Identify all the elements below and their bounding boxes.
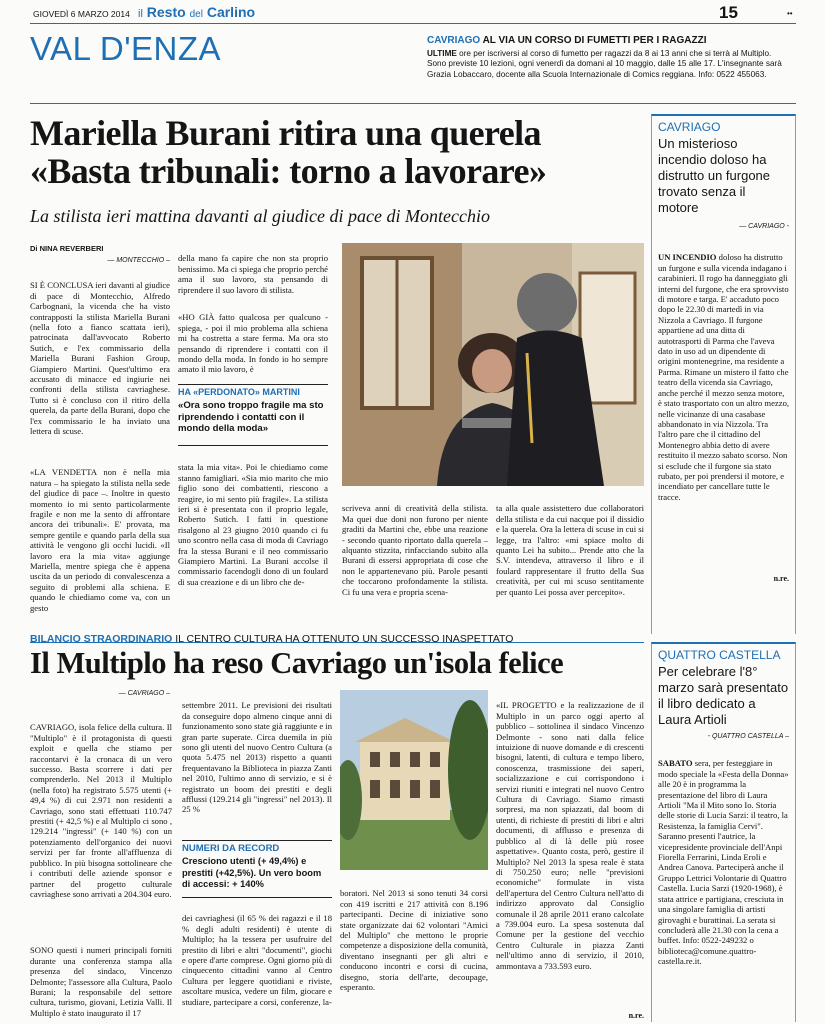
article2-box (182, 840, 332, 898)
masthead-rule (30, 23, 796, 24)
article1-title-line2: «Basta tribunali: torno a lavorare» (30, 151, 547, 191)
sidebar1-dateline: — CAVRIAGO - (739, 223, 789, 230)
notice-place: CAVRIAGO (427, 35, 481, 46)
sidebar2-headline: Per celebrare l'8° marzo sarà presentato il libro dedicato a Laura Artioli (658, 664, 789, 727)
sidebar1-place: CAVRIAGO (658, 120, 721, 134)
article2-col2-bottom: dei cavriaghesi (il 65 % dei ragazzi e il 18 % degli adulti residenti) è utente di Multiplo; ha la tessera per usufruire del prestito di libri e altri "documenti", giochi e opere d'arte comprese. Ogni giorno più di cinquecento cittadini vanno al Centro Cultura per leggere quotidiani e riviste, ascoltare musica, vedere un film, giocare e studiare, partecipare a corsi, conferenze, la- (182, 913, 332, 1007)
article1-col2-mid: «HO GIÀ fatto qualcosa per qualcuno - spiega, - poi il mio problema alla schiena mi ha costretta a stare ferma. Ma ora sto pensando di riprendere i contatti con il mondo della moda. In fondo io ho sempre amato il mio lavoro, è (178, 312, 328, 375)
burani-photo-illustration (342, 243, 644, 486)
newspaper-logo: il Resto del Carlino (138, 4, 256, 20)
corner-mark: •• (787, 9, 793, 18)
article1-col2-top: della mano fa capire che non sta proprio benissimo. Ma ci spiega che proprio perché ama il suo lavoro, sta pensando di riprendere il suo lavoro di stilista. (178, 253, 328, 295)
sidebar1-signature: n.re. (773, 574, 789, 583)
sidebar2-dateline: - QUATTRO CASTELLA – (707, 733, 789, 740)
sidebar1 (651, 114, 796, 634)
page-number: 15 (719, 3, 738, 22)
section-title: VAL D'ENZA (30, 30, 222, 67)
article1-byline: Di NINA REVERBERI (30, 244, 104, 253)
article1-col1-top: SI È CONCLUSA ieri davanti al giudice di pace di Montecchio, Alfredo Carbognani, la vicenda che ha visto contrapposti la stilista Mariella Burani (nella foto a fianco scattata ieri), patrocinata dall'avvocato Roberto Sutich, e l'ex commissario della Mariella Burani Fashion Group, Giampiero Martini. Quest'ultimo era accusato di minacce ed ingiurie nei confronti della stilista cavriaghese. Tutto si è concluso con il ritiro della querela, da parte della Burani, dopo che l'ex commissario le ha inviato una lettera di scuse. (30, 280, 170, 437)
article2-col3: boratori. Nel 2013 si sono tenuti 34 corsi con 419 iscritti e 217 attività con 8.196 partecipanti. Decine di iniziative sono state organizzate dai 62 volontari "Amici del Multiplo" che mettono le proprie competenze a disposizione della comunità, diventano insegnanti per gli altri e conducono incontri e corsi di cucina, disegno, storia dell'arte, decoupage, esperanto. (340, 888, 488, 993)
sidebar1-headline: Un misterioso incendio doloso ha distrutto un furgone trovato senza il motore (658, 136, 771, 215)
kicker-text: IL CENTRO CULTURA HA OTTENUTO UN SUCCESSO INASPETTATO (175, 633, 514, 645)
article1-col4: ta alla quale assistettero due collaboratori della stilista e da cui nacque poi il dissidio e la querela. Ora la lettera di scuse in cui si legge, tra l'altro: «mi spiace molto di quanto Lei ha subito... Prende atto che la S.V. intendeva, attraverso il libro e il foulard rappresentare il frutto della Sua creatività, per cui mi scuso sentitamente per quanto Lei possa aver percepito». (496, 503, 644, 597)
article2-col1-top: CAVRIAGO, isola felice della cultura. Il "Multiplo" è il protagonista di questi exploit e quella che stiamo per raccontarvi è la cronaca di un vero successo. Basta scorrere i dati per comprenderlo. Nel 2013 il Multiplo (nella foto) ha registrato 5.575 utenti (+ 49,4 %) di cui 2.971 non residenti a Cavriago, sono stati effettuati 110.747 prestiti (+ 42,5 %) e al Multiplo ci sono , 129.214 "ingressi" (+ 140 %) con un potenziamento dell'organico dei nuovi servizi per far fronte all'affluenza di pubblico. In più bisogna sottolineare che i contributi delle aziende sponsor e partner del progetto culturale cavriaghese sono arrivati a 204.304 euro. (30, 722, 172, 899)
sidebar2-place: QUATTRO CASTELLA (658, 648, 781, 662)
section-rule (30, 103, 796, 104)
article2-photo (340, 690, 488, 870)
kicker-label: BILANCIO STRAORDINARIO (30, 633, 173, 645)
article1-dateline: — MONTECCHIO – (107, 257, 170, 264)
article1-col3: scriveva anni di creatività della stilista. Ma quei due doni non furono per niente graditi da Martini che, ebbe una reazione - secondo quanto riportato dalla querela – alquanto stizzita, rinfacciando subito alla Burani di essersi appropriata di cose che non le appartenevano più. Parole pesanti che toccarono profondamente la stilista. Ci fu una vera e propria scena- (342, 503, 488, 597)
notice-box (427, 35, 787, 97)
article2-dateline: — CAVRIAGO – (118, 690, 170, 697)
notice-text: ULTIME ore per iscriversi al corso di fumetto per ragazzi da 8 ai 13 anni che si terrà al Multiplo. Sono previste 10 lezioni, ogni venerdì da domani al 10 maggio, dalle 15 alle 17. L'insegnante sarà Grazia Lobaccaro, docente alla Scuola Internazionale di Comics reggiana. Info: 0522 455063. (427, 49, 782, 79)
notice-headline: CAVRIAGO AL VIA UN CORSO DI FUMETTI PER I RAGAZZI (427, 35, 707, 46)
sidebar2-text: SABATO sera, per festeggiare in modo speciale la «Festa della Donna» alle 20 è in programma la presentazione del libro di Laura Artioli "Ma il Mito sono Io. Storia delle storie di Lucia Sarzi: il teatro, la Resistenza, la famiglia Cervi". Saranno presenti l'autrice, la vicepresidente provinciale dell'Anpi Fiorella Ferrarini, Linda Eroli e Andrea Canova. Parteciperà anche il Gruppo Lettrici Volontarie di Quattro Castella. Lucia Sarzi (1920-1968), è stata attrice e partigiana, cresciuta in una singolare famiglia di artisti girovaghi e burattinai. La serata si concluderà alle 21.30 con la cena a buffet. Info: 0522-249232 o biblioteca@comune.quattro-castella.re.it. (658, 758, 789, 967)
article1-pullquote (178, 384, 328, 446)
article1-subtitle: La stilista ieri mattina davanti al giudice di pace di Montecchio (30, 206, 490, 226)
pullquote-label: HA «PERDONATO» MARTINI (178, 387, 300, 397)
article2-kicker (30, 633, 644, 645)
article1-col1-bottom: «LA VENDETTA non è nella mia natura – ha spiegato la stilista nella sede del giudice di pace –. Inoltre in questo momento io mi sento particolarmente fragile e non me la sento di affrontare ancora dei tribunali». E' provata, ma sempre gentile e quando parla della sua attività le vengono gli occhi lucidi. «Il lavoro era la mia vita» aggiunge Mariella, mentre spiega che è appena uscita da un periodo di convalescenza a seguito di problemi alla schiena. E quando le chiediamo come va, con un gesto (30, 467, 170, 613)
article2-col1-bottom: SONO questi i numeri principali forniti durante una conferenza stampa alla presenza del sindaco, Vincenzo Delmonte; l'assessore alla Cultura, Paolo Burani; la responsabile del settore cultura, turismo, giovani, Letizia Valli. Il Multiplo è stato inaugurato il 17 (30, 945, 172, 1018)
issue-date: GIOVEDÌ 6 MARZO 2014 (33, 9, 130, 19)
article1-title (30, 114, 640, 190)
multiplo-photo-illustration (340, 690, 488, 870)
article2-col2-top: settembre 2011. Le previsioni dei risultati da conseguire dopo almeno cinque anni di funzionamento sono state già raggiunte e in gran parte superate. Circa duemila in più sono gli utenti del nuovo Centro Cultura (a quota 5.475 nel 2013) rispetto a quanti frequentavano la Biblioteca in piazza Zanti nel 2010, l'ultimo anno di servizio, e si è registrato un boom dei prestiti e degli afflussi (129.214 gli "ingressi" nel 2013). Il 25 % (182, 700, 332, 815)
pullquote-text: «Ora sono troppo fragile ma sto riprendendo i contatti con il mondo della moda» (178, 400, 324, 434)
article2-signature: n.re. (628, 1011, 644, 1020)
box-label: NUMERI DA RECORD (182, 843, 280, 854)
masthead (33, 4, 803, 24)
sidebar1-text: UN INCENDIO doloso ha distrutto un furgone e sulla vicenda indagano i carabinieri. Il rogo ha danneggiato gli interni del furgone, che era sprovvisto di motore e targa. E' accaduto poco dopo le 22.30 di martedì in via Nizzola a Cavriago. Il furgone appartiene ad una ditta di autotrasporti di Parma che l'aveva dato in uso ad un dipendente di origini montenegrine, ma residente a Parma. Rimane un mistero il fatto che teatro della vicenda sia Cavriago, anche perché il mezzo senza motore, è stato trasportato con un altro mezzo, nelle vicinanze di una casabase abbandonato in via Nizzola. Tra l'altro pare che il cittadino del Montenegro abbia detto di avere restituito il mezzo sabato scorso. Non si esclude che il furgone sia stato rubato, per poi prendersi il motore, e incendiato per cancellare tutte le tracce. (658, 252, 789, 502)
article1-photo (342, 243, 644, 486)
box-text: Cresciono utenti (+ 49,4%) e prestiti (+42,5%). Un vero boom di accessi: + 140% (182, 856, 322, 889)
article2-col4: «IL PROGETTO e la realizzazione de il Multiplo in un parco oggi aperto al pubblico – sottolinea il sindaco Vincenzo Delmonte - sono nati dalla felice intuizione di nuove domande e di crescenti bisogni, latenti, di cultura e tempo libero, conoscenza, trasmissione dei saperi, socializzazione e cui corrispondono i servizi riuniti e integrati nel nuovo Centro Cultura di Cavriago. Siamo rimasti sorpresi, ma non spiazzati, dal boom di utenti, di richieste di prestiti di libri e altri documenti, di afflusso e presenza di pubblico al di là delle più rosee aspettative». Quanto costa, però, gestire il Multiplo? Nel 2013 la spesa reale è stata di 750.250 euro; nelle "previsioni economiche" formulate in vista dell'apertura del Centro Cultura nell'atto di indirizzo approvato dal Consiglio comunale il 28 aprile 2011 erano calcolate a 739.004 euro. La spesa sostenuta dal Comune per la gestione del vecchio Centro Culturale in piazza Zanti nell'ultimo anno di servizio, il 2010, ammontava a 733.593 euro. (496, 700, 644, 971)
sidebar2 (651, 642, 796, 1022)
article1-col2-bottom: stata la mia vita». Poi le chiediamo come stanno famigliari. «Sia mio marito che mio figlio sono dei combattenti, riescono a reagire, io mi sento più fragile». La stilista ieri si è presentata con il proprio legale, Roberto Sutich. I fatti in questione risalgono al 23 giugno 2010 quando ci fu uno scontro nella casa di moda di Cavriago fra la stessa Burani e il neo commissario Giampiero Martini. La Burani accolse il commissario facendogli dono di un foulard di sua creazione e di un libro che de- (178, 462, 328, 587)
article1-title-line1: Mariella Burani ritira una querela (30, 113, 541, 153)
article2-title: Il Multiplo ha reso Cavriago un'isola felice (30, 646, 564, 680)
